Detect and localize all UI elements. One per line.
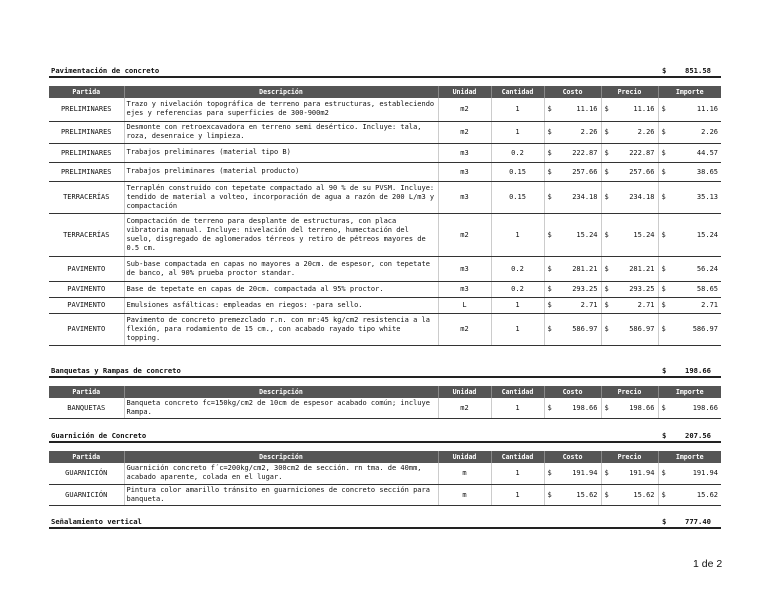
currency-symbol: $ bbox=[604, 285, 609, 293]
cell-precio bbox=[601, 484, 658, 505]
amount: 281.21 bbox=[629, 264, 655, 273]
cell-descripcion: Guarnición concreto f´c=200kg/cm2, 300cm2 de sección. rn tma. de 40mm, acabado aparente, colada en el lugar. bbox=[124, 463, 438, 484]
page-number: 1 de 2 bbox=[693, 558, 723, 570]
cell-partida: BANQUETAS bbox=[49, 398, 124, 419]
table-header-row bbox=[49, 386, 721, 398]
cell-partida: TERRACERÍAS bbox=[49, 181, 124, 213]
cell-partida: TERRACERÍAS bbox=[49, 213, 124, 256]
amount: 15.24 bbox=[696, 230, 718, 239]
cell-precio bbox=[601, 281, 658, 297]
column-header-importe: Importe bbox=[658, 386, 721, 398]
currency-symbol: $ bbox=[547, 264, 552, 273]
cell-unidad: m2 bbox=[438, 121, 491, 143]
cell-cantidad: 1 bbox=[491, 297, 544, 313]
cell-cantidad: 1 bbox=[491, 398, 544, 419]
currency-symbol: $ bbox=[661, 167, 666, 176]
currency-symbol: $ bbox=[661, 264, 666, 273]
currency-symbol: $ bbox=[604, 469, 609, 478]
amount: 2.26 bbox=[637, 128, 655, 136]
section-title: Guarnición de Concreto bbox=[51, 431, 147, 440]
section-total: 207.56 bbox=[685, 431, 711, 440]
amount: 11.16 bbox=[696, 105, 718, 114]
section-total: 777.40 bbox=[685, 517, 711, 526]
table-row bbox=[49, 484, 721, 505]
cell-descripcion: Pavimento de concreto premezclado r.n. con mr:45 kg/cm2 resistencia a la flexión, para rodamiento de 15 cm., con acabado rayado tipo white topping. bbox=[124, 313, 438, 345]
currency-symbol: $ bbox=[604, 325, 609, 333]
amount: 257.66 bbox=[572, 167, 598, 176]
section-header-guarnicion bbox=[49, 429, 721, 443]
cell-precio bbox=[601, 121, 658, 143]
cell-precio bbox=[601, 143, 658, 162]
cell-costo bbox=[544, 398, 601, 419]
column-header-cantidad: Cantidad bbox=[491, 451, 544, 463]
currency-symbol: $ bbox=[661, 325, 666, 333]
section-currency: $ bbox=[662, 66, 667, 75]
cell-unidad: m bbox=[438, 463, 491, 484]
section-title: Señalamiento vertical bbox=[51, 517, 142, 526]
currency-symbol: $ bbox=[604, 301, 609, 309]
table-header-row bbox=[49, 451, 721, 463]
cell-costo bbox=[544, 213, 601, 256]
cell-unidad: m2 bbox=[438, 213, 491, 256]
amount: 222.87 bbox=[629, 148, 655, 157]
section-currency: $ bbox=[662, 366, 667, 375]
currency-symbol: $ bbox=[661, 193, 666, 201]
section-title: Pavimentación de concreto bbox=[51, 66, 160, 75]
cell-importe bbox=[658, 463, 721, 484]
currency-symbol: $ bbox=[547, 404, 552, 412]
amount: 281.21 bbox=[572, 264, 598, 273]
currency-symbol: $ bbox=[604, 105, 609, 114]
cell-unidad: m3 bbox=[438, 181, 491, 213]
cell-costo bbox=[544, 484, 601, 505]
cell-partida: GUARNICIÓN bbox=[49, 463, 124, 484]
column-header-cantidad: Cantidad bbox=[491, 386, 544, 398]
currency-symbol: $ bbox=[547, 301, 552, 309]
section-header-senalamiento bbox=[49, 515, 721, 529]
column-header-importe: Importe bbox=[658, 451, 721, 463]
amount: 15.24 bbox=[576, 230, 598, 239]
currency-symbol: $ bbox=[547, 230, 552, 239]
cell-descripcion: Terraplén construido con tepetate compactado al 90 % de su PVSM. Incluye: tendido de material a volteo, incorporación de agua a razón de 200 L/m3 y compactación bbox=[124, 181, 438, 213]
cell-descripcion: Banqueta concreto fc=150kg/cm2 de 10cm de espesor acabado común; incluye Rampa. bbox=[124, 398, 438, 419]
cell-descripcion: Pintura color amarillo tránsito en guarniciones de concreto sección para banqueta. bbox=[124, 484, 438, 505]
table-guarnicion bbox=[49, 451, 721, 506]
section-title: Banquetas y Rampas de concreto bbox=[51, 366, 181, 375]
cell-cantidad: 0.2 bbox=[491, 143, 544, 162]
amount: 2.71 bbox=[580, 301, 598, 309]
cell-partida: PAVIMENTO bbox=[49, 256, 124, 281]
amount: 198.66 bbox=[572, 404, 598, 412]
currency-symbol: $ bbox=[547, 193, 552, 201]
currency-symbol: $ bbox=[661, 148, 666, 157]
amount: 2.26 bbox=[580, 128, 598, 136]
cell-cantidad: 1 bbox=[491, 463, 544, 484]
table-pavimentacion bbox=[49, 86, 721, 346]
cell-unidad: m2 bbox=[438, 313, 491, 345]
cell-cantidad: 0.15 bbox=[491, 162, 544, 181]
currency-symbol: $ bbox=[661, 128, 666, 136]
table-row bbox=[49, 463, 721, 484]
currency-symbol: $ bbox=[604, 490, 609, 499]
cell-cantidad: 1 bbox=[491, 213, 544, 256]
cell-unidad: L bbox=[438, 297, 491, 313]
column-header-precio: Precio bbox=[601, 86, 658, 98]
amount: 11.16 bbox=[633, 105, 655, 114]
section-total: 198.66 bbox=[685, 366, 711, 375]
cell-precio bbox=[601, 98, 658, 121]
cell-cantidad: 1 bbox=[491, 121, 544, 143]
cell-precio bbox=[601, 398, 658, 419]
amount: 15.24 bbox=[633, 230, 655, 239]
currency-symbol: $ bbox=[547, 469, 552, 478]
cell-unidad: m3 bbox=[438, 256, 491, 281]
cell-partida: PRELIMINARES bbox=[49, 162, 124, 181]
cell-cantidad: 0.15 bbox=[491, 181, 544, 213]
cell-descripcion: Trazo y nivelación topográfica de terreno para estructuras, estableciendo ejes y referencias para superficies de 300-900m2 bbox=[124, 98, 438, 121]
amount: 58.65 bbox=[696, 285, 718, 293]
cell-precio bbox=[601, 213, 658, 256]
amount: 293.25 bbox=[629, 285, 655, 293]
cell-unidad: m3 bbox=[438, 281, 491, 297]
column-header-unidad: Unidad bbox=[438, 451, 491, 463]
cell-unidad: m3 bbox=[438, 143, 491, 162]
amount: 222.87 bbox=[572, 148, 598, 157]
table-row bbox=[49, 297, 721, 313]
currency-symbol: $ bbox=[547, 148, 552, 157]
table-row bbox=[49, 281, 721, 297]
amount: 234.18 bbox=[629, 193, 655, 201]
amount: 44.57 bbox=[696, 148, 718, 157]
cell-precio bbox=[601, 256, 658, 281]
cell-partida: PRELIMINARES bbox=[49, 121, 124, 143]
column-header-precio: Precio bbox=[601, 451, 658, 463]
cell-precio bbox=[601, 297, 658, 313]
cell-importe bbox=[658, 143, 721, 162]
currency-symbol: $ bbox=[604, 167, 609, 176]
currency-symbol: $ bbox=[547, 167, 552, 176]
column-header-unidad: Unidad bbox=[438, 386, 491, 398]
cell-importe bbox=[658, 121, 721, 143]
cell-partida: PAVIMENTO bbox=[49, 297, 124, 313]
column-header-descripcion: Descripción bbox=[124, 86, 438, 98]
column-header-importe: Importe bbox=[658, 86, 721, 98]
section-currency: $ bbox=[662, 517, 667, 526]
cell-descripcion: Desmonte con retroexcavadora en terreno semi desértico. Incluye: tala, roza, desenraice y limpieza. bbox=[124, 121, 438, 143]
cell-descripcion: Compactación de terreno para desplante de estructuras, con placa vibratoria manual. Incluye: nivelación del terreno, humectación del suelo, disgregado de aglomerados térreos y retiro de pétreos mayores de 0.5 cm. bbox=[124, 213, 438, 256]
table-row bbox=[49, 213, 721, 256]
cell-unidad: m3 bbox=[438, 162, 491, 181]
cell-costo bbox=[544, 281, 601, 297]
cell-importe bbox=[658, 297, 721, 313]
currency-symbol: $ bbox=[547, 105, 552, 114]
cell-importe bbox=[658, 162, 721, 181]
cell-unidad: m2 bbox=[438, 398, 491, 419]
cell-partida: PRELIMINARES bbox=[49, 98, 124, 121]
amount: 586.97 bbox=[572, 325, 598, 333]
amount: 2.71 bbox=[701, 301, 718, 309]
cell-importe bbox=[658, 181, 721, 213]
table-row bbox=[49, 398, 721, 419]
currency-symbol: $ bbox=[604, 148, 609, 157]
amount: 15.62 bbox=[576, 490, 598, 499]
table-row bbox=[49, 313, 721, 345]
cell-costo bbox=[544, 121, 601, 143]
cell-partida: PAVIMENTO bbox=[49, 313, 124, 345]
cell-costo bbox=[544, 162, 601, 181]
currency-symbol: $ bbox=[547, 285, 552, 293]
column-header-partida: Partida bbox=[49, 451, 124, 463]
amount: 234.18 bbox=[572, 193, 598, 201]
cell-cantidad: 1 bbox=[491, 98, 544, 121]
cell-descripcion: Base de tepetate en capas de 20cm. compactada al 95% proctor. bbox=[124, 281, 438, 297]
currency-symbol: $ bbox=[604, 404, 609, 412]
currency-symbol: $ bbox=[661, 490, 666, 499]
amount: 191.94 bbox=[572, 469, 598, 478]
amount: 257.66 bbox=[629, 167, 655, 176]
column-header-partida: Partida bbox=[49, 386, 124, 398]
table-row bbox=[49, 98, 721, 121]
cell-costo bbox=[544, 297, 601, 313]
currency-symbol: $ bbox=[604, 128, 609, 136]
cell-partida: PRELIMINARES bbox=[49, 143, 124, 162]
cell-descripcion: Emulsiones asfálticas: empleadas en riegos: -para sello. bbox=[124, 297, 438, 313]
cell-costo bbox=[544, 98, 601, 121]
section-currency: $ bbox=[662, 431, 667, 440]
column-header-costo: Costo bbox=[544, 86, 601, 98]
currency-symbol: $ bbox=[547, 490, 552, 499]
column-header-partida: Partida bbox=[49, 86, 124, 98]
amount: 56.24 bbox=[696, 264, 718, 273]
column-header-unidad: Unidad bbox=[438, 86, 491, 98]
table-row bbox=[49, 121, 721, 143]
cell-unidad: m2 bbox=[438, 98, 491, 121]
currency-symbol: $ bbox=[661, 404, 666, 412]
cell-descripcion: Trabajos preliminares (material producto) bbox=[124, 162, 438, 181]
table-row bbox=[49, 162, 721, 181]
cell-precio bbox=[601, 181, 658, 213]
amount: 15.62 bbox=[696, 490, 718, 499]
cell-partida: GUARNICIÓN bbox=[49, 484, 124, 505]
amount: 198.66 bbox=[692, 404, 718, 412]
column-header-descripcion: Descripción bbox=[124, 451, 438, 463]
amount: 191.94 bbox=[692, 469, 718, 478]
cell-unidad: m bbox=[438, 484, 491, 505]
section-header-pavimentacion bbox=[49, 64, 721, 78]
cell-costo bbox=[544, 143, 601, 162]
currency-symbol: $ bbox=[661, 105, 666, 114]
section-total: 851.58 bbox=[685, 66, 711, 75]
table-row bbox=[49, 143, 721, 162]
currency-symbol: $ bbox=[604, 264, 609, 273]
cell-cantidad: 0.2 bbox=[491, 256, 544, 281]
cell-partida: PAVIMENTO bbox=[49, 281, 124, 297]
column-header-descripcion: Descripción bbox=[124, 386, 438, 398]
amount: 35.13 bbox=[696, 193, 718, 201]
cell-importe bbox=[658, 98, 721, 121]
currency-symbol: $ bbox=[604, 193, 609, 201]
cell-precio bbox=[601, 313, 658, 345]
amount: 198.66 bbox=[629, 404, 655, 412]
amount: 586.97 bbox=[692, 325, 718, 333]
column-header-precio: Precio bbox=[601, 386, 658, 398]
column-header-costo: Costo bbox=[544, 386, 601, 398]
amount: 191.94 bbox=[629, 469, 655, 478]
currency-symbol: $ bbox=[547, 128, 552, 136]
cell-importe bbox=[658, 213, 721, 256]
cell-importe bbox=[658, 256, 721, 281]
cell-costo bbox=[544, 181, 601, 213]
amount: 11.16 bbox=[576, 105, 598, 114]
cell-precio bbox=[601, 162, 658, 181]
currency-symbol: $ bbox=[661, 469, 666, 478]
amount: 15.62 bbox=[633, 490, 655, 499]
amount: 2.71 bbox=[637, 301, 655, 309]
cell-costo bbox=[544, 313, 601, 345]
cell-costo bbox=[544, 256, 601, 281]
section-header-banquetas bbox=[49, 364, 721, 378]
currency-symbol: $ bbox=[604, 230, 609, 239]
cell-costo bbox=[544, 463, 601, 484]
cell-importe bbox=[658, 484, 721, 505]
cell-cantidad: 0.2 bbox=[491, 281, 544, 297]
amount: 586.97 bbox=[629, 325, 655, 333]
currency-symbol: $ bbox=[661, 230, 666, 239]
cell-precio bbox=[601, 463, 658, 484]
column-header-cantidad: Cantidad bbox=[491, 86, 544, 98]
currency-symbol: $ bbox=[547, 325, 552, 333]
cell-importe bbox=[658, 398, 721, 419]
currency-symbol: $ bbox=[661, 301, 666, 309]
cell-importe bbox=[658, 281, 721, 297]
column-header-costo: Costo bbox=[544, 451, 601, 463]
cell-descripcion: Sub-base compactada en capas no mayores a 20cm. de espesor, con tepetate de banco, al 90% prueba proctor standar. bbox=[124, 256, 438, 281]
amount: 2.26 bbox=[701, 128, 718, 136]
table-banquetas bbox=[49, 386, 721, 419]
cell-cantidad: 1 bbox=[491, 484, 544, 505]
currency-symbol: $ bbox=[661, 285, 666, 293]
amount: 38.65 bbox=[696, 167, 718, 176]
table-header-row bbox=[49, 86, 721, 98]
cell-descripcion: Trabajos preliminares (material tipo B) bbox=[124, 143, 438, 162]
cell-cantidad: 1 bbox=[491, 313, 544, 345]
cell-importe bbox=[658, 313, 721, 345]
table-row bbox=[49, 181, 721, 213]
amount: 293.25 bbox=[572, 285, 598, 293]
table-row bbox=[49, 256, 721, 281]
